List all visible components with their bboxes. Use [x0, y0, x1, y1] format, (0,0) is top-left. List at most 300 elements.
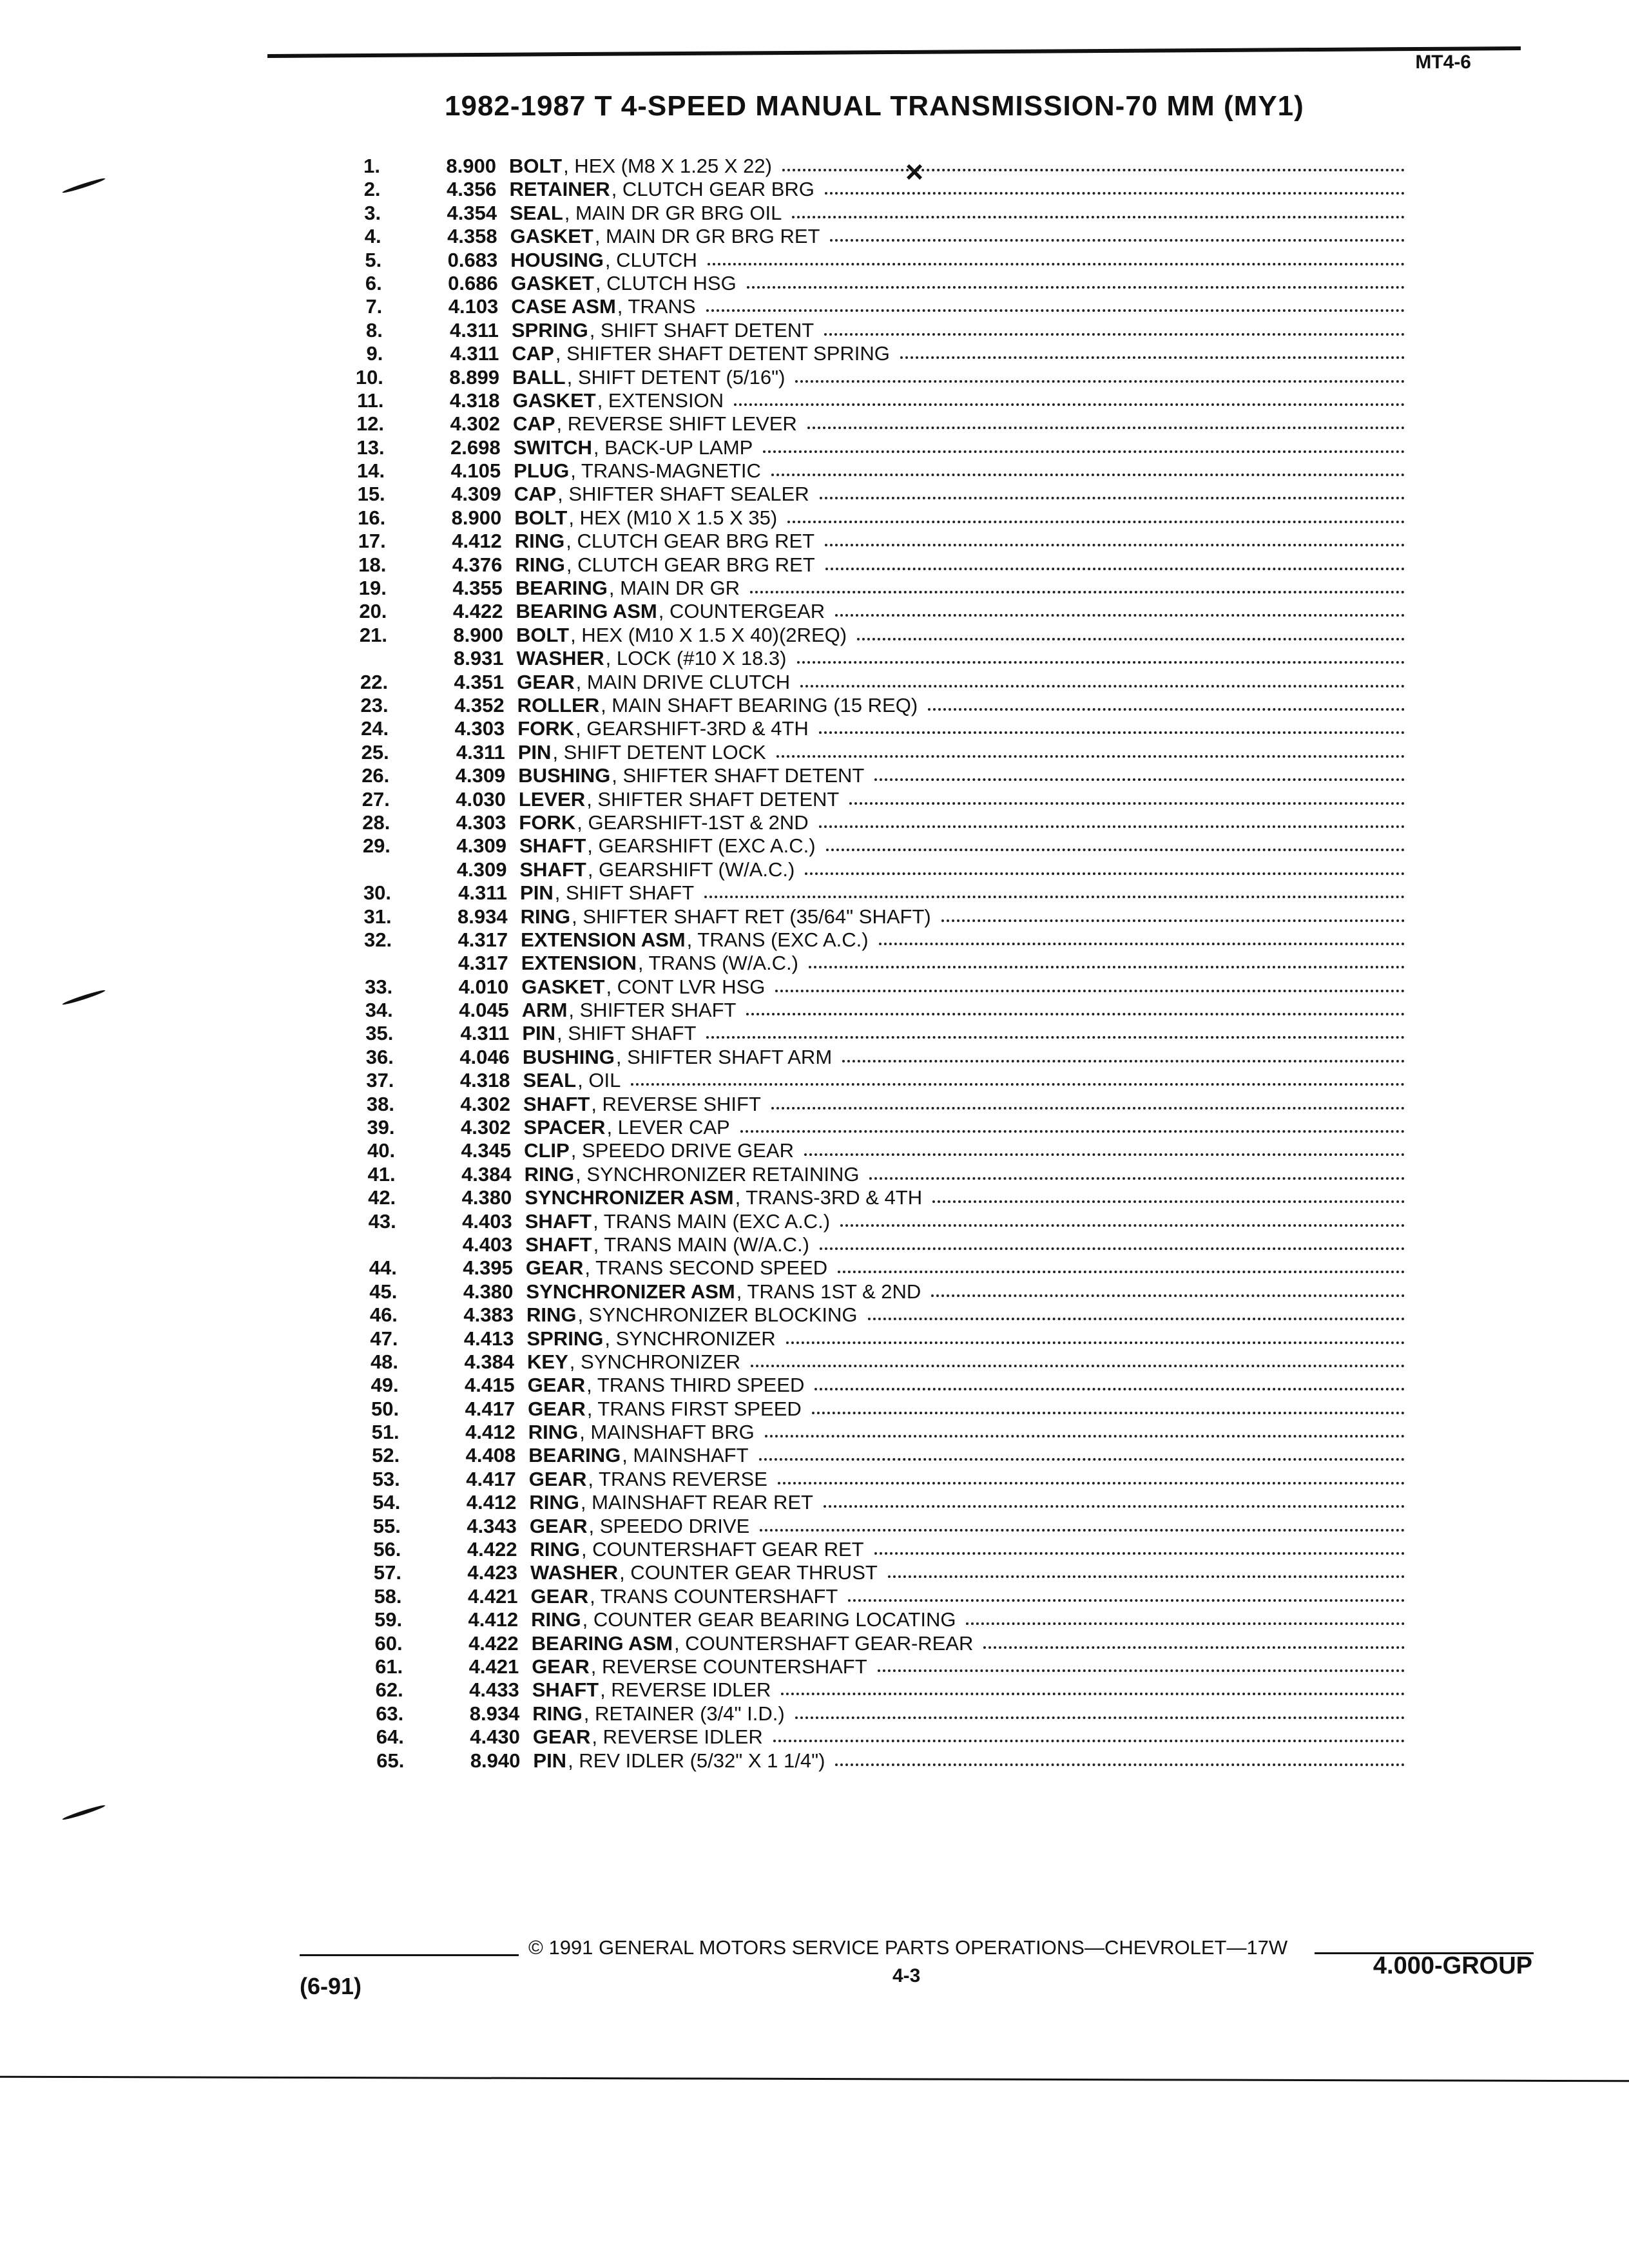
leader-dots [824, 319, 1405, 336]
part-name: SHAFT [523, 1092, 590, 1115]
part-number: 49. [371, 1374, 399, 1397]
part-description [524, 1139, 1405, 1162]
part-row [331, 1561, 1405, 1584]
part-description [518, 764, 1405, 787]
part-row [313, 389, 1405, 412]
part-name: BEARING ASM [531, 1631, 673, 1655]
part-detail: , OIL [577, 1069, 621, 1092]
part-row [318, 694, 1405, 717]
part-description [514, 436, 1405, 459]
part-number: 52. [372, 1444, 400, 1467]
part-group: 4.302 [460, 1092, 510, 1115]
part-name: CAP [512, 342, 554, 365]
part-number: 14. [357, 459, 385, 483]
part-detail: , BACK-UP LAMP [593, 436, 753, 459]
part-detail: , TRANS THIRD SPEED [586, 1374, 805, 1397]
part-name: RING [520, 905, 571, 928]
part-name: KEY [527, 1350, 568, 1373]
part-name: SYNCHRONIZER ASM [525, 1186, 734, 1209]
part-description [527, 1350, 1405, 1374]
part-group: 4.311 [449, 318, 499, 341]
part-description [526, 1280, 1405, 1303]
part-number: 50. [371, 1397, 400, 1420]
part-number: 53. [372, 1467, 400, 1490]
part-name: GASKET [510, 271, 594, 294]
part-number: 17. [358, 530, 386, 553]
part-number: 63. [376, 1702, 404, 1725]
part-group: 4.046 [459, 1045, 510, 1068]
part-group: 8.934 [458, 905, 508, 928]
part-detail: , REVERSE IDLER [592, 1725, 763, 1749]
leader-dots [631, 1069, 1405, 1086]
part-description [512, 366, 1405, 389]
part-row [331, 1608, 1405, 1631]
page-code: MT4-6 [1415, 52, 1471, 73]
part-description [522, 999, 1405, 1022]
part-name: RING [531, 1608, 581, 1631]
part-group: 4.412 [468, 1608, 519, 1631]
part-detail: , TRANS FIRST SPEED [586, 1397, 802, 1420]
part-group: 8.900 [453, 623, 503, 646]
leader-dots [931, 1280, 1405, 1297]
part-number: 27. [361, 787, 390, 811]
part-name: CLIP [524, 1139, 570, 1162]
part-row [325, 1186, 1405, 1209]
margin-mark [62, 177, 106, 194]
part-name: SYNCHRONIZER ASM [526, 1280, 735, 1303]
part-row [327, 1327, 1405, 1350]
part-group: 4.412 [465, 1421, 516, 1444]
part-description [529, 1491, 1405, 1514]
part-group: 4.045 [459, 999, 509, 1022]
part-description [510, 249, 1405, 272]
part-number: 28. [362, 811, 390, 834]
part-row [316, 624, 1405, 647]
part-group: 4.309 [451, 483, 501, 506]
part-row [328, 1398, 1405, 1421]
leader-dots [704, 881, 1405, 898]
part-row [331, 1585, 1405, 1608]
part-group: 4.422 [467, 1538, 517, 1561]
part-group: 4.317 [458, 928, 508, 951]
part-group: 4.302 [460, 1116, 511, 1139]
part-row [314, 436, 1405, 459]
leader-dots [819, 717, 1405, 734]
part-group: 4.384 [461, 1162, 512, 1186]
part-name: BOLT [516, 623, 570, 646]
part-description [530, 1515, 1405, 1538]
part-name: GEAR [529, 1514, 588, 1537]
part-name: SEAL [523, 1069, 577, 1092]
margin-mark [62, 1803, 106, 1821]
part-detail: , SHIFT SHAFT [557, 1022, 697, 1045]
part-name: CAP [514, 483, 557, 506]
part-row [329, 1421, 1405, 1444]
part-name: SHAFT [519, 834, 586, 858]
part-detail: , CLUTCH GEAR BRG RET [566, 553, 815, 576]
part-description [514, 483, 1405, 506]
part-row [311, 225, 1405, 248]
part-detail: , TRANS MAIN (W/A.C.) [593, 1233, 809, 1256]
leader-dots [778, 1468, 1405, 1485]
part-description [520, 858, 1405, 881]
part-detail: , TRANS SECOND SPEED [584, 1256, 828, 1280]
part-row [312, 319, 1405, 342]
part-description [525, 1233, 1405, 1256]
part-number: 6. [365, 271, 382, 294]
leader-dots [835, 600, 1405, 617]
part-name: RING [528, 1421, 579, 1444]
leader-dots [747, 272, 1405, 289]
part-name: SPRING [526, 1327, 604, 1350]
part-name: GASKET [521, 975, 605, 998]
part-row [320, 834, 1405, 858]
leader-dots [771, 1093, 1405, 1110]
leader-dots [900, 342, 1405, 359]
part-group: 4.317 [458, 952, 508, 975]
part-number: 26. [361, 764, 390, 787]
part-description [533, 1725, 1405, 1749]
part-description [516, 577, 1405, 600]
leader-dots [800, 671, 1405, 687]
part-number: 59. [374, 1608, 403, 1631]
leader-dots [759, 1444, 1405, 1461]
part-group: 4.303 [456, 811, 506, 834]
part-description [510, 202, 1405, 225]
leader-dots [826, 834, 1405, 851]
part-group: 4.430 [470, 1725, 520, 1749]
part-name: BEARING [528, 1444, 621, 1467]
part-row [333, 1725, 1405, 1749]
part-description [525, 1210, 1405, 1233]
part-number: 19. [358, 577, 387, 600]
part-number: 40. [367, 1139, 396, 1162]
part-detail: , MAIN SHAFT BEARING (15 REQ) [601, 693, 918, 716]
part-number: 29. [362, 834, 390, 858]
part-group: 4.352 [454, 693, 505, 716]
part-name: SPRING [511, 318, 588, 341]
part-group: 4.311 [460, 1022, 510, 1045]
part-number: 7. [365, 295, 383, 318]
part-detail: , MAINSHAFT BRG [579, 1421, 755, 1444]
part-name: GASKET [510, 225, 593, 248]
part-description [518, 741, 1405, 764]
part-name: GEAR [528, 1397, 586, 1420]
part-detail: , CONT LVR HSG [606, 975, 766, 998]
part-group: 0.683 [447, 248, 498, 271]
part-detail: , SHIFTER SHAFT [568, 999, 737, 1022]
part-detail: , MAIN DR GR BRG RET [594, 225, 820, 248]
part-group: 4.343 [467, 1514, 517, 1537]
part-row [327, 1303, 1405, 1327]
leader-dots [776, 741, 1405, 758]
part-row [325, 1210, 1405, 1233]
part-description [531, 1585, 1405, 1608]
part-group: 0.686 [448, 271, 498, 294]
leader-dots [868, 1303, 1405, 1320]
part-row [327, 1350, 1405, 1374]
part-group: 4.318 [449, 389, 500, 412]
part-description [523, 1046, 1405, 1069]
leader-dots [805, 858, 1405, 875]
leader-dots [786, 1327, 1405, 1344]
leader-dots [751, 1350, 1405, 1367]
part-row [322, 975, 1405, 999]
part-detail: , REVERSE COUNTERSHAFT [590, 1655, 867, 1678]
leader-dots [795, 1702, 1405, 1719]
part-group: 4.355 [452, 577, 503, 600]
part-detail: , COUNTER GEAR THRUST [619, 1561, 878, 1584]
part-detail: , SHIFT SHAFT [554, 881, 695, 905]
leader-dots [706, 295, 1405, 312]
part-description [517, 671, 1405, 694]
part-description [527, 1327, 1405, 1350]
leader-dots [807, 412, 1405, 429]
leader-dots [812, 1398, 1405, 1414]
part-description [526, 1303, 1405, 1327]
part-detail: , SYNCHRONIZER RETAINING [575, 1162, 860, 1186]
part-row [309, 155, 1405, 178]
leader-dots [842, 1046, 1405, 1062]
part-description [528, 1444, 1405, 1467]
part-number: 31. [363, 905, 392, 928]
part-number: 39. [367, 1116, 395, 1139]
part-name: GEAR [517, 670, 575, 693]
part-description [525, 1186, 1405, 1209]
leader-dots [782, 155, 1405, 171]
leader-dots [792, 202, 1405, 218]
part-group: 4.311 [450, 342, 499, 365]
part-number: 11. [357, 389, 384, 412]
part-row [322, 1022, 1405, 1045]
part-group: 4.412 [452, 530, 502, 553]
part-group: 8.900 [451, 506, 502, 529]
part-detail: , SHIFTER SHAFT ARM [615, 1045, 833, 1068]
leader-dots [706, 1022, 1405, 1039]
part-group: 4.380 [463, 1280, 514, 1303]
leader-dots [775, 975, 1405, 992]
part-description [530, 1538, 1405, 1561]
leader-dots [734, 389, 1405, 406]
part-detail: , GEARSHIFT-1ST & 2ND [577, 811, 809, 834]
part-group: 8.940 [470, 1749, 521, 1772]
part-number: 60. [374, 1631, 403, 1655]
part-description [521, 952, 1405, 975]
part-detail: , MAIN DR GR [608, 577, 740, 600]
leader-dots [941, 905, 1405, 922]
part-group: 4.302 [450, 412, 501, 436]
part-name: SHAFT [525, 1209, 592, 1233]
part-detail: , CLUTCH HSG [595, 271, 737, 294]
leader-dots [740, 1116, 1405, 1133]
part-name: RING [514, 530, 565, 553]
leader-dots [765, 1421, 1405, 1437]
part-row [333, 1702, 1405, 1725]
part-description [513, 389, 1405, 412]
part-group: 2.698 [450, 436, 501, 459]
leader-dots [795, 366, 1405, 383]
part-name: GASKET [512, 389, 596, 412]
part-name: BOLT [514, 506, 568, 529]
part-row [324, 1139, 1405, 1162]
part-row [324, 1116, 1405, 1139]
part-row [319, 811, 1405, 834]
part-group: 4.345 [461, 1139, 512, 1162]
part-description [532, 1632, 1405, 1655]
leader-dots [819, 811, 1405, 828]
part-description [528, 1398, 1405, 1421]
part-row [315, 530, 1405, 553]
part-number: 9. [366, 342, 383, 365]
part-description [513, 412, 1405, 436]
part-row [313, 412, 1405, 436]
part-row [333, 1678, 1405, 1702]
part-detail: , MAINSHAFT REAR RET [580, 1491, 813, 1514]
part-name: FORK [519, 811, 576, 834]
part-name: GEAR [528, 1467, 587, 1490]
part-group: 4.351 [454, 670, 505, 693]
part-group: 4.395 [463, 1256, 513, 1280]
part-number: 48. [370, 1350, 399, 1373]
part-group: 4.422 [468, 1631, 519, 1655]
part-row [310, 178, 1405, 201]
part-number: 30. [363, 881, 392, 905]
part-description [509, 155, 1405, 178]
part-detail: , SHIFT DETENT LOCK [552, 740, 766, 764]
part-detail: , CLUTCH [604, 248, 697, 271]
part-detail: , SHIFTER SHAFT DETENT [612, 764, 865, 787]
part-row [322, 952, 1405, 975]
leader-dots [824, 1491, 1405, 1508]
leader-dots [879, 928, 1405, 945]
part-number: 35. [365, 1022, 394, 1045]
part-description [511, 272, 1405, 295]
part-row [322, 999, 1405, 1022]
part-description [524, 1116, 1405, 1139]
part-detail: , REVERSE SHIFT [591, 1092, 761, 1115]
part-row [323, 1046, 1405, 1069]
part-row [332, 1655, 1405, 1678]
part-detail: , SPEEDO DRIVE [588, 1514, 750, 1537]
part-detail: , MAINSHAFT [622, 1444, 749, 1467]
part-number: 47. [370, 1327, 398, 1350]
part-name: CAP [513, 412, 555, 436]
part-name: BUSHING [522, 1045, 615, 1068]
part-group: 8.934 [469, 1702, 520, 1725]
part-row [311, 272, 1405, 295]
part-description [530, 1561, 1405, 1584]
part-description [514, 506, 1405, 530]
part-row [330, 1515, 1405, 1538]
part-number: 32. [364, 928, 392, 951]
part-number: 41. [367, 1162, 396, 1186]
bottom-rule [0, 2076, 1629, 2082]
part-row [314, 506, 1405, 530]
part-description [528, 1421, 1405, 1444]
part-detail: , GEARSHIFT (EXC A.C.) [587, 834, 816, 858]
part-row [328, 1374, 1405, 1397]
part-row [330, 1538, 1405, 1561]
part-row [326, 1256, 1405, 1280]
part-name: WASHER [530, 1561, 619, 1584]
part-number: 4. [364, 225, 381, 248]
leader-dots [797, 647, 1405, 664]
part-name: SHAFT [519, 858, 586, 881]
part-row [320, 858, 1405, 881]
part-name: SPACER [523, 1116, 606, 1139]
part-group: 4.311 [458, 881, 508, 905]
leader-dots [809, 952, 1405, 968]
part-number: 18. [358, 553, 387, 576]
part-detail: , LOCK (#10 X 18.3) [605, 647, 787, 670]
part-detail: , SHIFT SHAFT DETENT [589, 318, 815, 341]
part-name: RETAINER [509, 178, 610, 201]
part-name: BALL [512, 365, 566, 389]
part-description [519, 788, 1405, 811]
part-group: 8.931 [453, 647, 504, 670]
footer-rule-left [300, 1954, 519, 1956]
part-name: HOUSING [510, 248, 604, 271]
part-detail: , SYNCHRONIZER [604, 1327, 776, 1350]
leader-dots [771, 459, 1405, 476]
part-group: 4.318 [459, 1069, 510, 1092]
part-detail: , SYNCHRONIZER BLOCKING [577, 1303, 858, 1327]
part-name: FORK [517, 717, 575, 740]
part-row [323, 1093, 1405, 1116]
part-number: 23. [360, 693, 389, 716]
part-group: 4.358 [447, 225, 497, 248]
leader-dots [760, 1515, 1405, 1532]
part-row [318, 764, 1405, 787]
part-group: 4.413 [463, 1327, 514, 1350]
part-group: 8.899 [449, 365, 499, 389]
part-number: 64. [376, 1725, 404, 1749]
part-detail: , TRANS REVERSE [588, 1467, 767, 1490]
part-name: SHAFT [525, 1233, 592, 1256]
part-description [512, 342, 1405, 365]
part-group: 4.421 [467, 1584, 518, 1608]
part-row [310, 202, 1405, 225]
leader-dots [746, 999, 1405, 1015]
part-detail: , HEX (M8 X 1.25 X 22) [563, 155, 772, 177]
part-detail: , TRANS (EXC A.C.) [686, 928, 869, 951]
part-number: 13. [356, 436, 385, 459]
part-detail: , REVERSE IDLER [600, 1678, 771, 1702]
part-row [314, 483, 1405, 506]
part-detail: , SHIFTER SHAFT SEALER [557, 483, 809, 506]
part-group: 8.900 [446, 155, 496, 177]
part-row [321, 928, 1405, 952]
part-number: 45. [369, 1280, 398, 1303]
part-detail: , TRANS COUNTERSHAFT [590, 1584, 838, 1608]
part-group: 4.010 [458, 975, 509, 998]
part-name: RING [515, 553, 565, 576]
leader-dots [787, 506, 1405, 523]
part-group: 4.421 [468, 1655, 519, 1678]
part-group: 4.384 [464, 1350, 515, 1373]
part-number: 34. [365, 999, 393, 1022]
leader-dots [773, 1725, 1405, 1742]
part-name: SHAFT [532, 1678, 599, 1702]
part-group: 4.422 [452, 600, 503, 623]
part-detail: , COUNTERSHAFT GEAR RET [581, 1538, 864, 1561]
part-name: PLUG [514, 459, 570, 483]
part-name: EXTENSION ASM [521, 928, 686, 951]
leader-dots [804, 1139, 1405, 1156]
part-row [325, 1233, 1405, 1256]
part-description [521, 905, 1405, 928]
leader-dots [932, 1186, 1405, 1203]
